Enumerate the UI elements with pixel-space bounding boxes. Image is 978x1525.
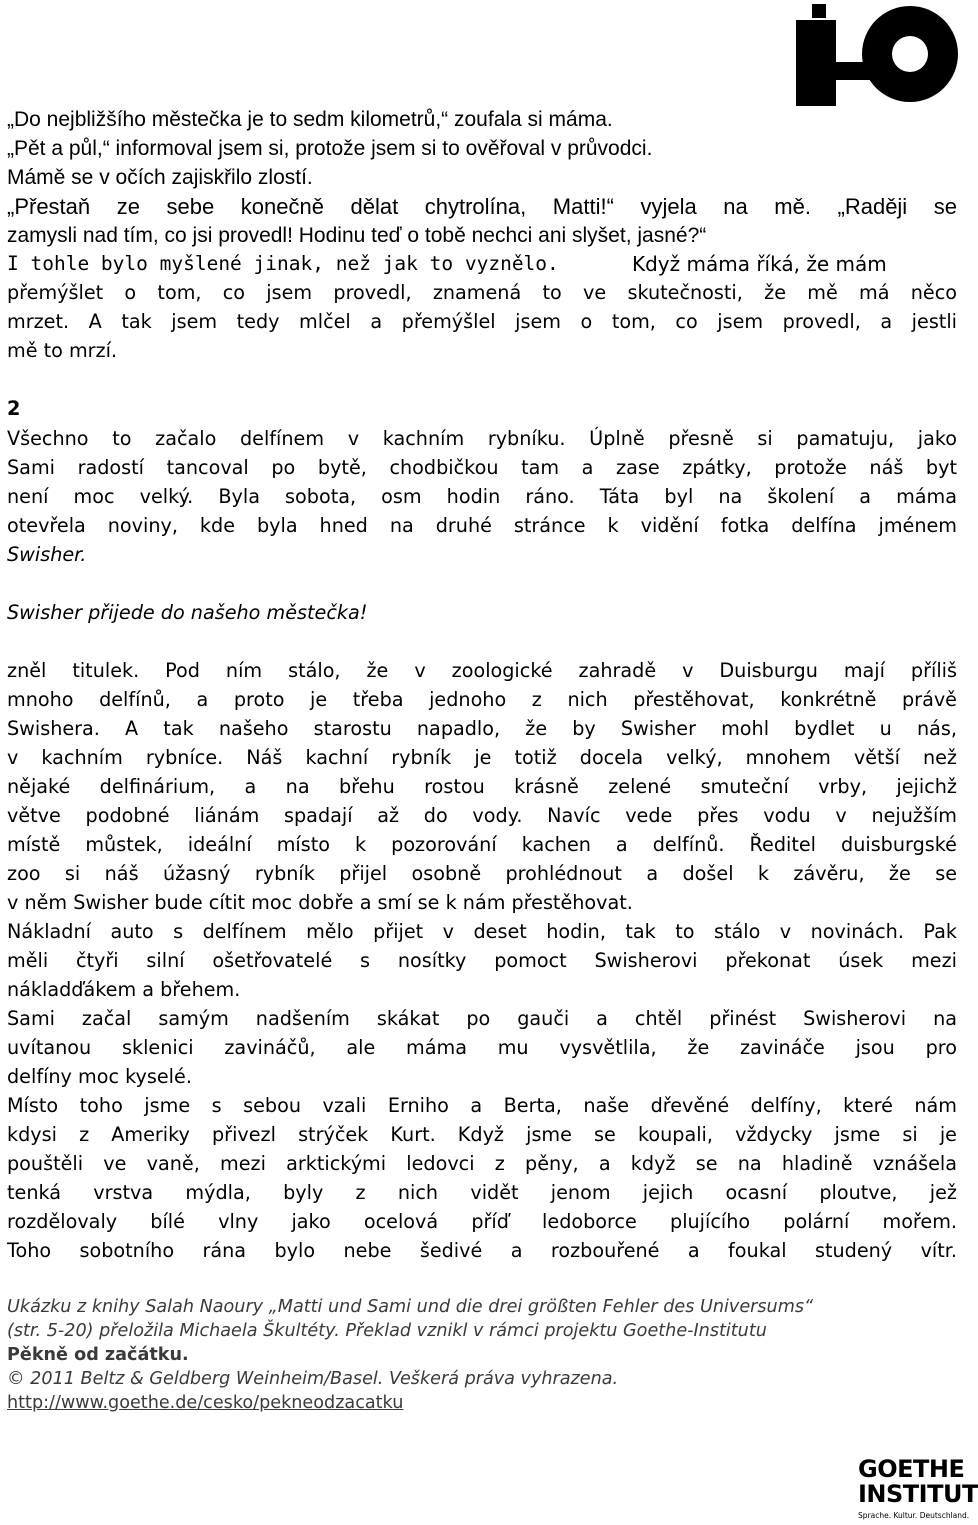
text-line: zoo si náš úžasný rybník přijel osobně prohlédnout a došel k závěru, že se <box>7 862 957 885</box>
text-line: zněl titulek. Pod ním stálo, že v zoologické zahradě v Duisburgu mají příliš <box>7 659 957 682</box>
project-name: Pěkně od začátku. <box>7 1345 189 1365</box>
text-line: mě to mrzí. <box>7 339 118 362</box>
text-line: delfíny moc kyselé. <box>7 1065 192 1088</box>
dialogue-line: zamysli nad tím, co jsi provedl! Hodinu teď o tobě nechci ani slyšet, jasné?“ <box>7 224 707 247</box>
text-line: v něm Swisher bude cítit moc dobře a smí se k nám přestěhovat. <box>7 891 633 914</box>
dialogue-line: „Do nejbližšího městečka je to sedm kilometrů,“ zoufala si máma. <box>7 108 613 131</box>
text-line: Všechno to začalo delfínem v kachním rybníku. Úplně přesně si pamatuju, jako <box>7 427 957 450</box>
goethe-logo-icon <box>792 2 960 108</box>
text-line: I tohle bylo myšlené jinak, než jak to vyznělo. <box>7 252 559 275</box>
copyright: © 2011 Beltz & Geldberg Weinheim/Basel. Veškerá práva vyhrazena. <box>7 1369 619 1389</box>
text-line: Toho sobotního rána bylo nebe šedivé a rozbouřené a foukal studený vítr. <box>7 1239 957 1262</box>
text-line: v kachním rybníce. Náš kachní rybník je totiž docela velký, mnohem větší než <box>7 746 957 769</box>
dialogue-line: „Přestaň ze sebe konečně dělat chytrolína, Matti!“ vyjela na mě. „Raději se <box>7 194 957 219</box>
credit-line: Ukázku z knihy Salah Naoury „Matti und Sami und die drei größten Fehler des Universums“ <box>7 1297 814 1317</box>
text-line: Swisher. <box>7 543 87 566</box>
goethe-institut-logo <box>858 1455 978 1520</box>
text-line: kdysi z Ameriky přivezl strýček Kurt. Když jsme se koupali, vždycky jsme si je <box>7 1123 957 1146</box>
text-line: nákladďákem a břehem. <box>7 978 241 1001</box>
text-line: tenká vrstva mýdla, byly z nich vidět jenom jejich ocasní ploutve, jež <box>7 1181 957 1204</box>
text-line: měli čtyři silní ošetřovatelé s nosítky pomoct Swisherovi překonat úsek mezi <box>7 949 957 972</box>
text-line: není moc velký. Byla sobota, osm hodin ráno. Táta byl na školení a máma <box>7 485 957 508</box>
text-line: větve podobné liánám spadají až do vody. Navíc vede přes vodu v nejužším <box>7 804 957 827</box>
text-line: pouštěli ve vaně, mezi arktickými ledovci z pěny, a když se na hladině vznášela <box>7 1152 957 1175</box>
text-line: Sami radostí tancoval po bytě, chodbičkou tam a zase zpátky, protože náš byt <box>7 456 957 479</box>
text-line: Když máma říká, že mám <box>632 252 887 276</box>
text-line: Nákladní auto s delfínem mělo přijet v deset hodin, tak to stálo v novinách. Pak <box>7 920 957 943</box>
logo-line-goethe: GOETHE <box>858 1455 965 1483</box>
credit-line: (str. 5-20) přeložila Michaela Škultéty. Překlad vznikl v rámci projektu Goethe-Institutu <box>7 1321 767 1341</box>
text-line: uvítanou sklenici zavináčů, ale máma mu vysvětlila, že zavináče jsou pro <box>7 1036 957 1059</box>
text-line: mrzet. A tak jsem tedy mlčel a přemýšlel jsem o tom, co jsem provedl, a jestli <box>7 310 957 333</box>
text-line: rozdělovaly bílé vlny jako ocelová příď ledoborce plujícího polární mořem. <box>7 1210 957 1233</box>
text-line: Místo toho jsme s sebou vzali Erniho a Berta, naše dřevěné delfíny, které nám <box>7 1094 957 1117</box>
logo-line-institut: INSTITUT <box>858 1480 978 1508</box>
text-line: nějaké delfinárium, a na břehu rostou krásně zelené smuteční vrby, jejichž <box>7 775 957 798</box>
dialogue-line: „Pět a půl,“ informoval jsem si, protože jsem si to ověřoval v průvodci. <box>7 137 653 160</box>
logo-tagline: Sprache. Kultur. Deutschland. <box>858 1511 970 1520</box>
text-line: mnoho delfínů, a proto je třeba jednoho z nich přestěhovat, konkrétně právě <box>7 688 957 711</box>
text-line: Sami začal samým nadšením skákat po gauči a chtěl přinést Swisherovi na <box>7 1007 957 1030</box>
newspaper-headline: Swisher přijede do našeho městečka! <box>7 601 368 624</box>
section-number: 2 <box>7 397 21 420</box>
goethe-link[interactable]: http://www.goethe.de/cesko/pekneodzacatku <box>7 1393 404 1413</box>
text-line: otevřela noviny, kde byla hned na druhé stránce k vidění fotka delfína jménem <box>7 514 957 537</box>
dialogue-line: Mámě se v očích zajiskřilo zlostí. <box>7 166 313 189</box>
text-line: přemýšlet o tom, co jsem provedl, znamená to ve skutečnosti, že mě má něco <box>7 281 957 304</box>
text-line: místě můstek, ideální místo k pozorování kachen a delfínů. Ředitel duisburgské <box>7 833 957 856</box>
text-line: Swishera. A tak našeho starostu napadlo, že by Swisher mohl bydlet u nás, <box>7 717 957 740</box>
